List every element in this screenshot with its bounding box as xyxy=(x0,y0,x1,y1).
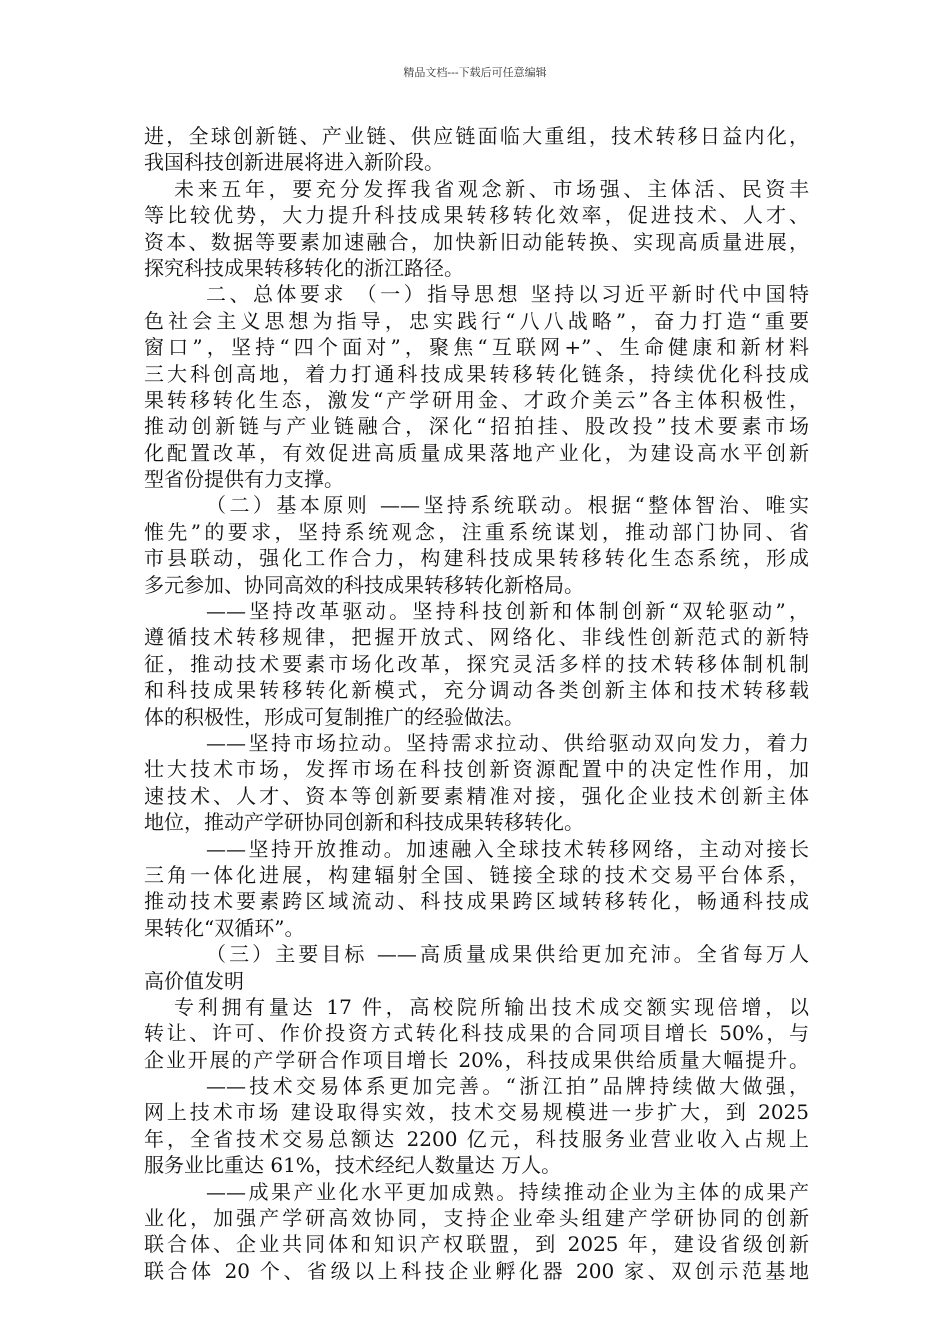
text-line: （三）主要目标 ——高质量成果供给更加充沛。全省每万人 xyxy=(206,942,809,967)
text-line: 转让、许可、作价投资方式转化科技成果的合同项目增长 50%，与 xyxy=(144,1021,809,1046)
text-line: 市县联动，强化工作合力，构建科技成果转移转化生态系统，形成 xyxy=(144,546,809,571)
text-line: 窗口”，坚持“四个面对”，聚焦“互联网+”、生命健康和新材料 xyxy=(144,335,809,360)
document-body xyxy=(144,123,809,1284)
text-line: 二、总体要求 （一）指导思想 坚持以习近平新时代中国特 xyxy=(206,282,809,307)
text-line: 多元参加、协同高效的科技成果转移转化新格局。 xyxy=(144,572,584,597)
text-line: 业化，加强产学研高效协同，支持企业牵头组建产学研协同的创新 xyxy=(144,1206,809,1231)
text-line: 果转化“双循环”。 xyxy=(144,915,305,940)
text-line: 未来五年，要充分发挥我省观念新、市场强、主体活、民资丰 xyxy=(174,176,809,201)
text-line: 体的积极性，形成可复制推广的经验做法。 xyxy=(144,704,524,729)
text-line: 专利拥有量达 17 件，高校院所输出技术成交额实现倍增，以 xyxy=(174,994,809,1019)
text-line: 壮大技术市场，发挥市场在科技创新资源配置中的决定性作用，加 xyxy=(144,757,809,782)
text-line: 惟先”的要求，坚持系统观念，注重系统谋划，推动部门协同、省 xyxy=(144,519,809,544)
text-line: 等比较优势，大力提升科技成果转移转化效率，促进技术、人才、 xyxy=(144,203,809,228)
text-line: 探究科技成果转移转化的浙江路径。 xyxy=(144,255,464,280)
text-line: 企业开展的产学研合作项目增长 20%，科技成果供给质量大幅提升。 xyxy=(144,1047,809,1072)
text-line: 服务业比重达 61%，技术经纪人数量达 万人。 xyxy=(144,1153,562,1178)
text-line: ——坚持改革驱动。坚持科技创新和体制创新“双轮驱动”， xyxy=(206,599,809,624)
text-line: ——技术交易体系更加完善。“浙江拍”品牌持续做大做强， xyxy=(206,1074,809,1099)
text-line: 资本、数据等要素加速融合，加快新旧动能转换、实现高质量进展， xyxy=(144,229,809,254)
text-line: 高价值发明 xyxy=(144,968,244,993)
text-line: 色社会主义思想为指导，忠实践行“八八战略”，奋力打造“重要 xyxy=(144,308,809,333)
text-line: 征，推动技术要素市场化改革，探究灵活多样的技术转移体制机制 xyxy=(144,651,809,676)
text-line: 地位，推动产学研协同创新和科技成果转移转化。 xyxy=(144,810,584,835)
text-line: ——坚持开放推动。加速融入全球技术转移网络，主动对接长 xyxy=(206,836,809,861)
text-line: 我国科技创新进展将进入新阶段。 xyxy=(144,150,444,175)
text-line: 型省份提供有力支撑。 xyxy=(144,467,344,492)
text-line: 三角一体化进展，构建辐射全国、链接全球的技术交易平台体系， xyxy=(144,862,809,887)
text-line: （二）基本原则 ——坚持系统联动。根据“整体智治、唯实 xyxy=(206,493,809,518)
text-line: 网上技术市场 建设取得实效，技术交易规模进一步扩大，到 2025 xyxy=(144,1100,809,1125)
text-line: 推动技术要素跨区域流动、科技成果跨区域转移转化，畅通科技成 xyxy=(144,889,809,914)
text-line: 联合体 20 个、省级以上科技企业孵化器 200 家、双创示范基地 xyxy=(144,1258,809,1283)
text-line: 进，全球创新链、产业链、供应链面临大重组，技术转移日益内化， xyxy=(144,124,809,148)
text-line: ——坚持市场拉动。坚持需求拉动、供给驱动双向发力，着力 xyxy=(206,730,809,755)
text-line: 三大科创高地，着力打通科技成果转移转化链条，持续优化科技成 xyxy=(144,361,809,386)
text-line: 年，全省技术交易总额达 2200 亿元，科技服务业营业收入占规上 xyxy=(144,1126,809,1151)
text-line: 化配置改革，有效促进高质量成果落地产业化，为建设高水平创新 xyxy=(144,440,809,465)
text-line: 联合体、企业共同体和知识产权联盟，到 2025 年，建设省级创新 xyxy=(144,1232,809,1257)
text-line: 遵循技术转移规律，把握开放式、网络化、非线性创新范式的新特 xyxy=(144,625,809,650)
text-line: 果转移转化生态，激发“产学研用金、才政介美云”各主体积极性， xyxy=(144,387,809,412)
text-line: ——成果产业化水平更加成熟。持续推动企业为主体的成果产 xyxy=(206,1179,809,1204)
text-line: 推动创新链与产业链融合，深化“招拍挂、股改投”技术要素市场 xyxy=(144,414,809,439)
page-header: 精品文档---下载后可任意编辑 xyxy=(403,66,547,79)
text-line: 和科技成果转移转化新模式，充分调动各类创新主体和技术转移载 xyxy=(144,678,809,703)
text-line: 速技术、人才、资本等创新要素精准对接，强化企业技术创新主体 xyxy=(144,783,809,808)
